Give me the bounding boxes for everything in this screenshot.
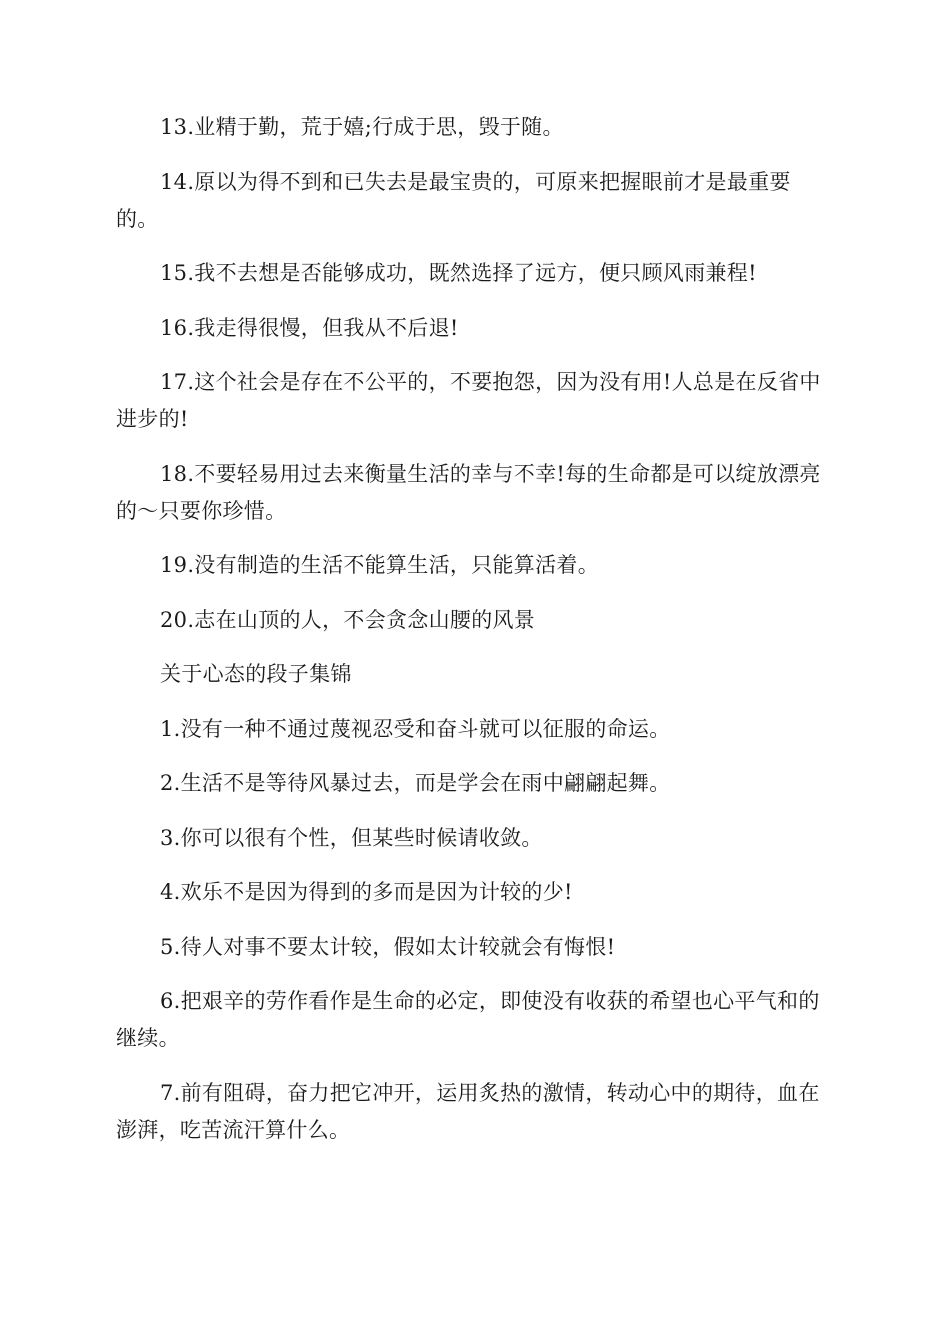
paragraph-20: 20.志在山顶的人，不会贪念山腰的风景: [160, 607, 536, 632]
paragraph-7: 7.前有阻碍，奋力把它冲开，运用炙热的激情，转动心中的期待，血在澎湃，吃苦流汗算什么。: [116, 1080, 820, 1142]
paragraph-14: 14.原以为得不到和已失去是最宝贵的，可原来把握眼前才是最重要的。: [116, 169, 791, 231]
paragraph-1: 1.没有一种不通过蔑视忍受和奋斗就可以征服的命运。: [160, 716, 671, 741]
paragraph-3: 3.你可以很有个性，但某些时候请收敛。: [160, 825, 543, 850]
section-heading: 关于心态的段子集锦: [160, 662, 352, 686]
paragraph-15: 15.我不去想是否能够成功，既然选择了远方，便只顾风雨兼程!: [160, 261, 757, 285]
paragraph-5: 5.待人对事不要太计较，假如太计较就会有悔恨!: [160, 934, 616, 959]
document-body: [116, 109, 832, 1166]
paragraph-4: 4.欢乐不是因为得到的多而是因为计较的少!: [160, 880, 573, 904]
paragraph-19: 19.没有制造的生活不能算生活，只能算活着。: [160, 553, 599, 577]
paragraph-17: 17.这个社会是存在不公平的，不要抱怨，因为没有用!人总是在反省中进步的!: [116, 370, 821, 431]
paragraph-2: 2.生活不是等待风暴过去，而是学会在雨中翩翩起舞。: [160, 771, 671, 795]
paragraph-18: 18.不要轻易用过去来衡量生活的幸与不幸!每的生命都是可以绽放漂亮的～只要你珍惜。: [116, 461, 821, 523]
paragraph-16: 16.我走得很慢，但我从不后退!: [160, 315, 459, 340]
paragraph-13: 13.业精于勤，荒于嬉;行成于思，毁于随。: [160, 115, 564, 139]
paragraph-6: 6.把艰辛的劳作看作是生命的必定，即使没有收获的希望也心平气和的继续。: [116, 989, 820, 1050]
